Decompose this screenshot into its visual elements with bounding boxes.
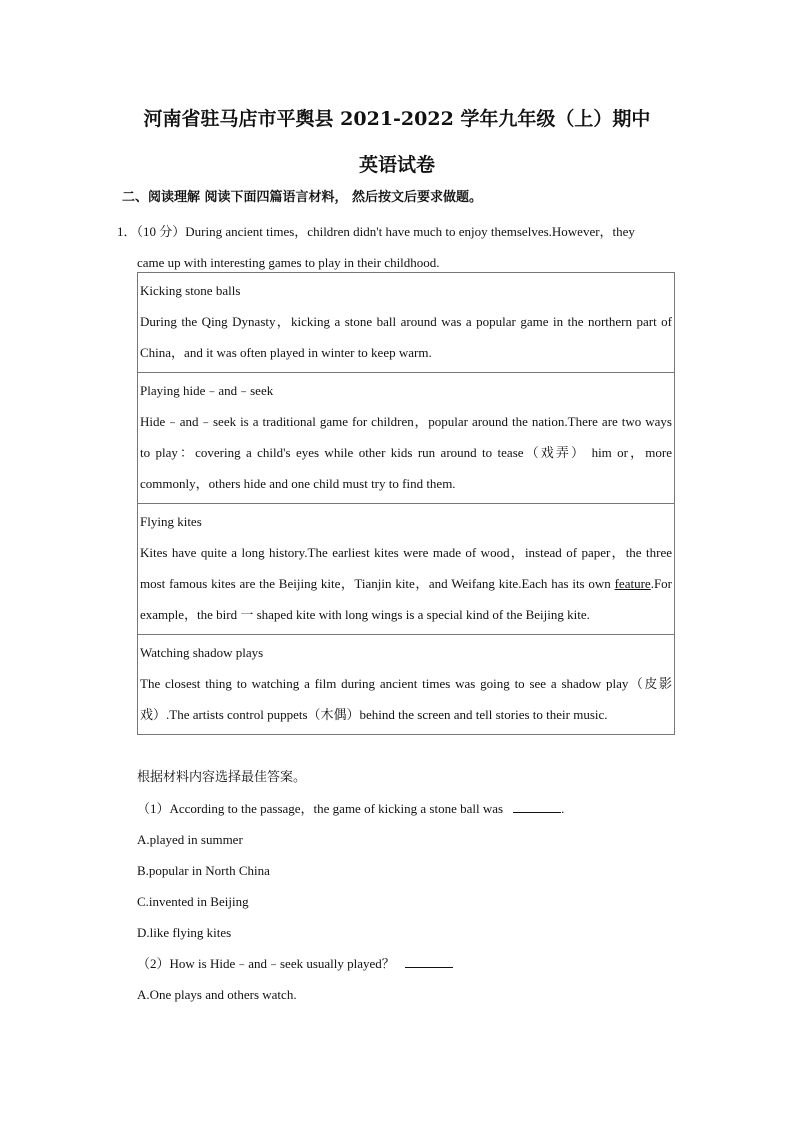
exam-title-line1: 河南省驻马店市平舆县 2021-2022 学年九年级（上）期中 <box>143 108 651 130</box>
material-heading: Flying kites <box>140 514 202 529</box>
subquestion-2 <box>137 948 677 979</box>
material-body <box>140 537 672 630</box>
material-row <box>138 373 675 504</box>
option: C.invented in Beijing <box>137 894 249 909</box>
material-heading: Playing hide﹣and﹣seek <box>140 383 274 398</box>
option: A.played in summer <box>137 832 243 847</box>
question-number: 1． <box>117 224 137 239</box>
question-intro-line1: During ancient times，children didn't have much to enjoy themselves.However，they <box>185 224 635 239</box>
material-body-part: .For example，the bird 一 shaped kite with long wings is a special kind of the Beijing kite. <box>140 576 672 622</box>
question-1-intro <box>117 216 677 278</box>
exam-title-line2: 英语试卷 <box>358 154 435 176</box>
option: A.One plays and others watch. <box>137 987 297 1002</box>
subquestion-1: （1）According to the passage，the game of kicking a stone ball was . <box>137 801 565 816</box>
option: B.popular in North China <box>137 863 270 878</box>
underlined-word-feature: feature <box>614 576 651 591</box>
material-row <box>138 635 675 735</box>
question-1-first-line <box>117 216 677 247</box>
material-row <box>138 504 675 635</box>
answer-blank <box>513 800 561 813</box>
answer-blank <box>405 955 453 968</box>
material-body: The closest thing to watching a film during ancient times was going to see a shadow play（皮影戏）.The artists control puppets（木偶）behind the screen and tell stories to their music. <box>140 676 672 722</box>
question-intro-line2: came up with interesting games to play in their childhood. <box>137 255 440 270</box>
questions-area <box>137 762 677 1010</box>
instruction: 根据材料内容选择最佳答案。 <box>137 770 307 785</box>
material-cell-flying-kites <box>138 504 675 635</box>
material-row <box>138 273 675 373</box>
material-cell-kicking-stone-balls <box>138 273 675 373</box>
section-heading: 二、阅读理解 阅读下面四篇语言材料， 然后按文后要求做题。 <box>122 190 483 205</box>
material-body: During the Qing Dynasty，kicking a stone ball around was a popular game in the northern part of China，and it was often played in winter to keep warm. <box>140 314 672 360</box>
material-cell-hide-and-seek <box>138 373 675 504</box>
option: D.like flying kites <box>137 925 232 940</box>
material-body: Hide﹣and﹣seek is a traditional game for children，popular around the nation.There are two ways to play：covering a child's eyes while other kids run around to tease（戏弄） him or，more commonly，others hide and one child must try to find them. <box>140 414 672 491</box>
material-body-part: Kites have quite a long history.The earliest kites were made of wood，instead of paper，the three most famous kites are the Beijing kite，Tianjin kite，and Weifang kite.Each has its own <box>140 545 672 591</box>
subquestion-stem: （1）According to the passage，the game of kicking a stone ball was <box>137 801 504 816</box>
material-heading: Watching shadow plays <box>140 645 264 660</box>
material-cell-shadow-plays <box>138 635 675 735</box>
question-points: （10 分） <box>136 224 186 239</box>
reading-materials-table <box>137 272 675 735</box>
material-heading: Kicking stone balls <box>140 283 241 298</box>
subquestion-stem: （2）How is Hide﹣and﹣seek usually played？ <box>137 956 395 971</box>
